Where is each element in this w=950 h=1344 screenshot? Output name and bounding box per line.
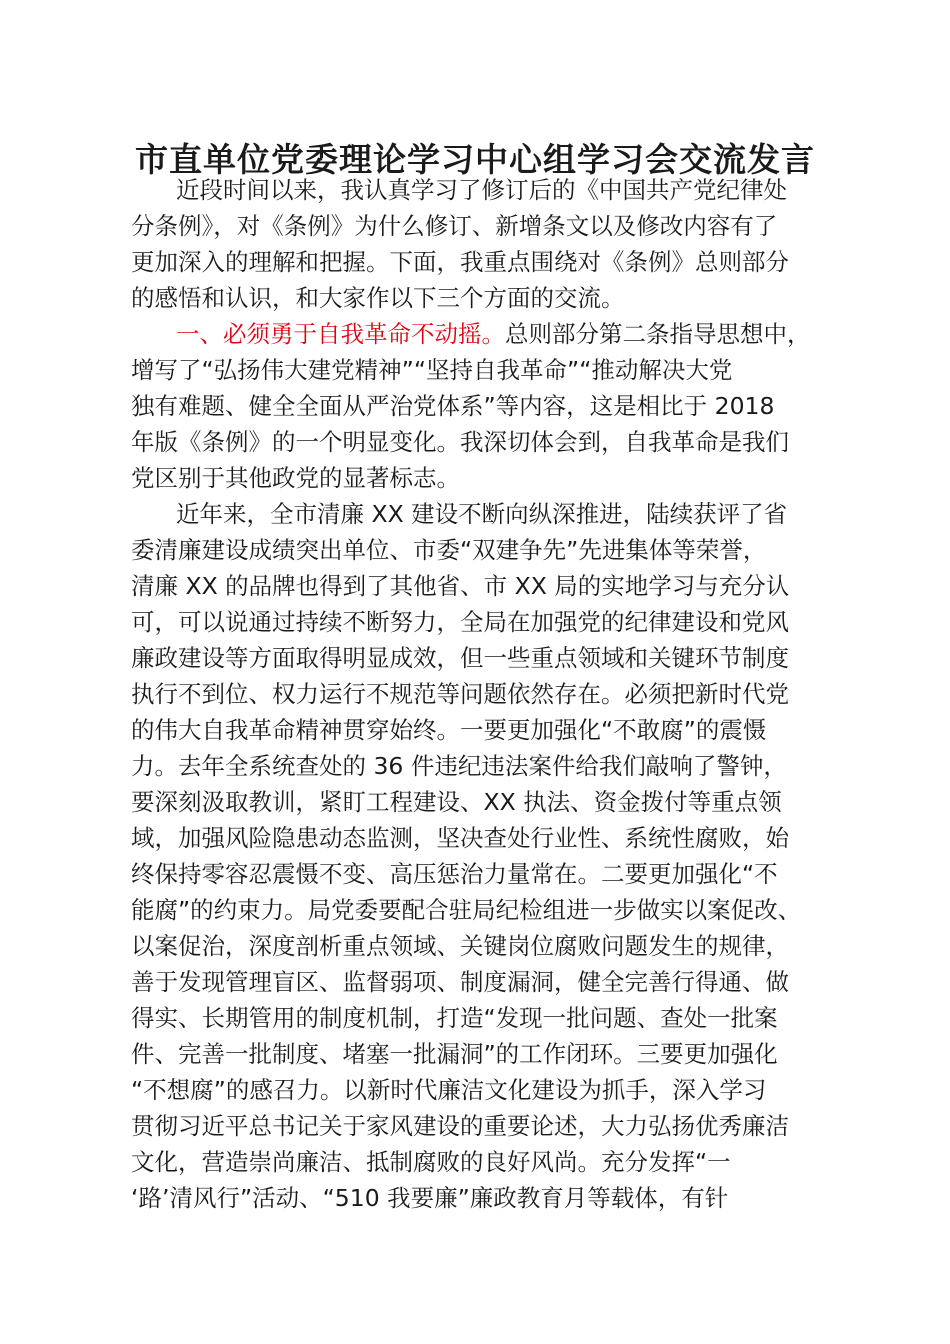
body-line — [131, 1144, 851, 1180]
body-line-text: 的伟大自我革命精神贯穿始终。一要更加强化“不敢腐”的震慑 — [131, 716, 767, 744]
body-line-text: “不想腐”的感召力。以新时代廉洁文化建设为抓手，深入学习 — [131, 1076, 767, 1104]
body-line — [131, 1072, 851, 1108]
body-line-text: 贯彻习近平总书记关于家风建设的重要论述，大力弘扬优秀廉洁 — [131, 1112, 789, 1140]
body-line — [131, 532, 851, 568]
body-line — [131, 856, 851, 892]
body-line — [131, 208, 851, 244]
document-title: 市直单位党委理论学习中心组学习会交流发言 — [135, 140, 815, 179]
body-line-text: 能腐”的约束力。局党委要配合驻局纪检组进一步做实以案促改、 — [131, 896, 802, 924]
body-line-text: 得实、长期管用的制度机制，打造“发现一批问题、查处一批案 — [131, 1004, 778, 1032]
body-line — [131, 568, 851, 604]
body-line-text: 终保持零容忍震慑不变、高压惩治力量常在。二要更加强化“不 — [131, 860, 778, 888]
body-line — [131, 892, 851, 928]
body-line — [131, 460, 851, 496]
body-line — [131, 496, 851, 532]
body-line-text: 要深刻汲取教训，紧盯工程建设、XX 执法、资金拨付等重点领 — [131, 788, 782, 816]
body-line-text: ‘路’清风行”活动、“510 我要廉”廉政教育月等载体，有针 — [131, 1184, 729, 1212]
body-line — [131, 604, 851, 640]
body-line-text: 委清廉建设成绩突出单位、市委“双建争先”先进集体等荣誉， — [131, 536, 767, 564]
body-line-text: 域，加强风险隐患动态监测，坚决查处行业性、系统性腐败，始 — [131, 824, 789, 852]
body-line-text: 分条例》，对《条例》为什么修订、新增条文以及修改内容有了 — [131, 212, 778, 240]
body-line — [131, 352, 851, 388]
document-body — [131, 172, 851, 1216]
body-line-text: 廉政建设等方面取得明显成效，但一些重点领域和关键环节制度 — [131, 644, 789, 672]
body-line-text: 总则部分第二条指导思想中， — [505, 320, 811, 348]
body-line — [131, 244, 851, 280]
body-line — [131, 928, 851, 964]
body-line — [131, 280, 851, 316]
body-line-text: 增写了“弘扬伟大建党精神”“坚持自我革命”“推动解决大党 — [131, 356, 733, 384]
body-line-text: 近段时间以来，我认真学习了修订后的《中国共产党纪律处 — [176, 176, 787, 204]
body-line-text: 可，可以说通过持续不断努力，全局在加强党的纪律建设和党风 — [131, 608, 789, 636]
body-line — [131, 712, 851, 748]
body-line-text: 善于发现管理盲区、监督弱项、制度漏洞，健全完善行得通、做 — [131, 968, 789, 996]
body-line-text: 年版《条例》的一个明显变化。我深切体会到，自我革命是我们 — [131, 428, 789, 456]
body-line-text: 更加深入的理解和把握。下面，我重点围绕对《条例》总则部分 — [131, 248, 789, 276]
body-line-text: 文化，营造崇尚廉洁、抵制腐败的良好风尚。充分发挥“一 — [131, 1148, 731, 1176]
body-line — [131, 388, 851, 424]
body-line — [131, 1036, 851, 1072]
body-line — [131, 676, 851, 712]
body-line — [131, 172, 851, 208]
body-line-text: 清廉 XX 的品牌也得到了其他省、市 XX 局的实地学习与充分认 — [131, 572, 790, 600]
body-line-text: 独有难题、健全全面从严治党体系”等内容，这是相比于 2018 — [131, 392, 775, 420]
body-line — [131, 1000, 851, 1036]
body-line-text: 近年来，全市清廉 XX 建设不断向纵深推进，陆续获评了省 — [176, 500, 788, 528]
body-line — [131, 1108, 851, 1144]
body-line-text: 的感悟和认识，和大家作以下三个方面的交流。 — [131, 284, 625, 312]
body-line — [131, 1180, 851, 1216]
body-line-text: 以案促治，深度剖析重点领域、关键岗位腐败问题发生的规律， — [131, 932, 789, 960]
body-line — [131, 820, 851, 856]
body-line-text: 党区别于其他政党的显著标志。 — [131, 464, 460, 492]
body-line — [131, 964, 851, 1000]
body-line — [131, 640, 851, 676]
body-line-text: 力。去年全系统查处的 36 件违纪违法案件给我们敲响了警钟， — [131, 752, 787, 780]
body-line — [131, 748, 851, 784]
section-heading: 一、必须勇于自我革命不动摇。 — [176, 320, 505, 348]
body-line-text: 执行不到位、权力运行不规范等问题依然存在。必须把新时代党 — [131, 680, 789, 708]
body-line — [131, 316, 851, 352]
body-line — [131, 784, 851, 820]
body-line-text: 件、完善一批制度、堵塞一批漏洞”的工作闭环。三要更加强化 — [131, 1040, 778, 1068]
body-line — [131, 424, 851, 460]
